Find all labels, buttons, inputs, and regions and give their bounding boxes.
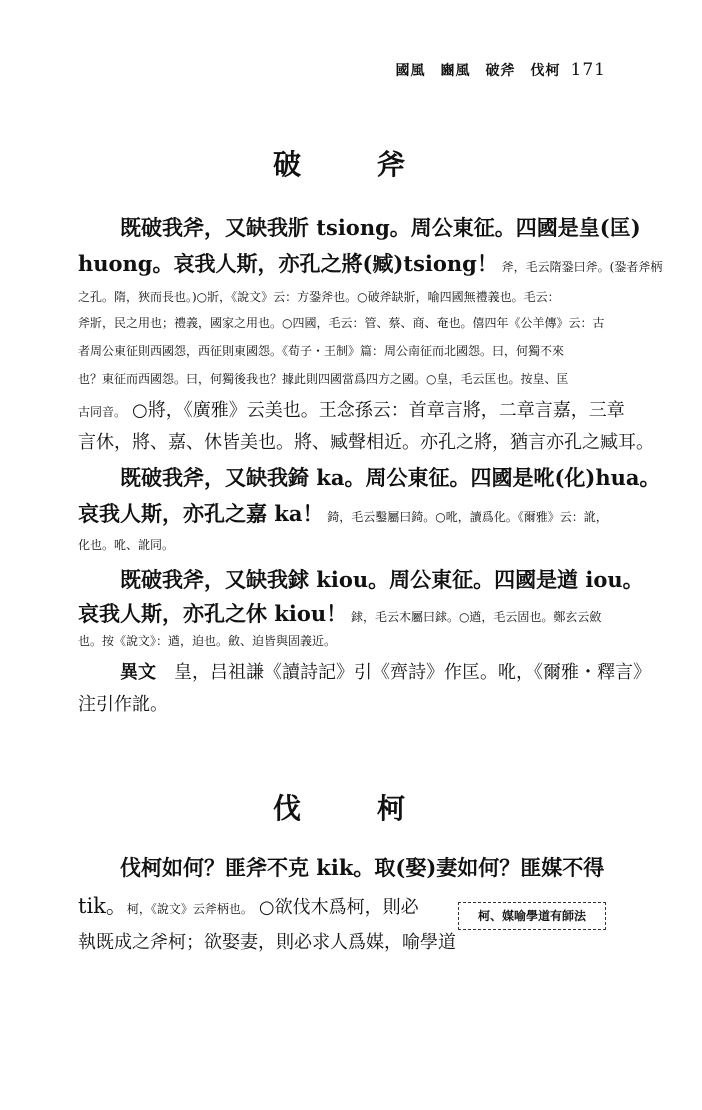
text-run: 注引作訛。 (78, 694, 168, 715)
text-run: 斧，毛云隋銎曰斧。(銎者斧柄 (497, 260, 663, 274)
text-run: 古同音。 (78, 405, 133, 419)
poem-title-pofu: 破 斧 (272, 148, 429, 181)
text-run: 柯，《說文》云斧柄也。 (126, 902, 259, 916)
text-line (78, 890, 419, 920)
text-run: 皇，吕祖謙《讀詩記》引《齊詩》作匡。吪，《爾雅・釋言》 (156, 662, 651, 683)
text-line (78, 286, 560, 305)
text-line (78, 248, 662, 278)
text-run: ○欲伐木爲柯，則必 (258, 897, 419, 918)
text-line (78, 340, 564, 359)
text-run: 也。按《說文》：遒，迫也。斂、迫皆與固義近。 (78, 634, 337, 648)
header-sections: 國風 豳風 破斧 伐柯 (395, 63, 561, 79)
text-run: 異文 (120, 662, 156, 683)
text-line (120, 212, 641, 242)
text-run: tik。 (78, 894, 127, 918)
marginal-note: 柯、媒喻學道有師法 (458, 902, 606, 930)
text-line (78, 396, 625, 422)
text-run: 也？東征而西國怨。曰，何獨後我也？據此則四國當爲四方之國。○皇，毛云匡也。按皇、匡 (78, 372, 569, 386)
text-line (120, 658, 651, 684)
text-run: 哀我人斯，亦孔之休 kiou！ (78, 601, 348, 626)
running-header (396, 60, 606, 80)
text-run: 者周公東征則西國怨，西征則東國怨。《荀子・王制》篇：周公南征而北國怨。曰，何獨不來 (78, 344, 565, 358)
text-run: 言休，將、嘉、休皆美也。將、臧聲相近。亦孔之將，猶言亦孔之臧耳。 (78, 432, 654, 453)
text-line (78, 690, 168, 716)
text-run: 執既成之斧柯；欲娶妻，則必求人爲媒，喻學道 (78, 932, 456, 953)
text-run: 錡，毛云鑿屬曰錡。○吪，讀爲化。《爾雅》云：訛， (323, 510, 608, 524)
poem-title-fake: 伐 柯 (272, 792, 429, 825)
text-line (78, 534, 174, 553)
text-line (78, 598, 601, 628)
text-run: 既破我斧，又缺我錡 ka。周公東征。四國是吪(化)hua。 (120, 465, 661, 490)
text-line (78, 928, 456, 954)
text-line (120, 564, 644, 594)
text-line (78, 498, 608, 528)
text-run: 哀我人斯，亦孔之嘉 ka！ (78, 501, 324, 526)
text-line (78, 428, 654, 454)
text-run: 伐柯如何？匪斧不克 kik。取(娶)妻如何？匪媒不得 (120, 855, 605, 880)
text-run: 化也。吪、訛同。 (78, 538, 175, 552)
text-line (120, 462, 660, 492)
text-run: 斧斨，民之用也；禮義，國家之用也。○四國，毛云：管、蔡、商、奄也。僖四年《公羊傳》云：古 (78, 316, 605, 330)
page-number: 171 (570, 60, 606, 80)
text-run: huong。哀我人斯，亦孔之將(臧)tsiong！ (78, 251, 498, 276)
text-run: 既破我斧，又缺我斨 tsiong。周公東征。四國是皇(匡) (120, 215, 641, 240)
text-run: 既破我斧，又缺我銶 kiou。周公東征。四國是遒 iou。 (120, 567, 644, 592)
text-run: ○將，《廣雅》云美也。王念孫云：首章言將，二章言嘉，三章 (132, 400, 625, 421)
text-line (120, 852, 604, 882)
text-run: 之孔。隋，狹而長也。)○斨，《說文》云：方銎斧也。○破斧缺斨，喻四國無禮義也。毛云： (78, 290, 560, 304)
text-line (78, 312, 604, 331)
text-run: 銶，毛云木屬曰銶。○遒，毛云固也。鄭玄云斂 (347, 610, 602, 624)
text-line (78, 368, 568, 387)
text-line (78, 630, 336, 649)
